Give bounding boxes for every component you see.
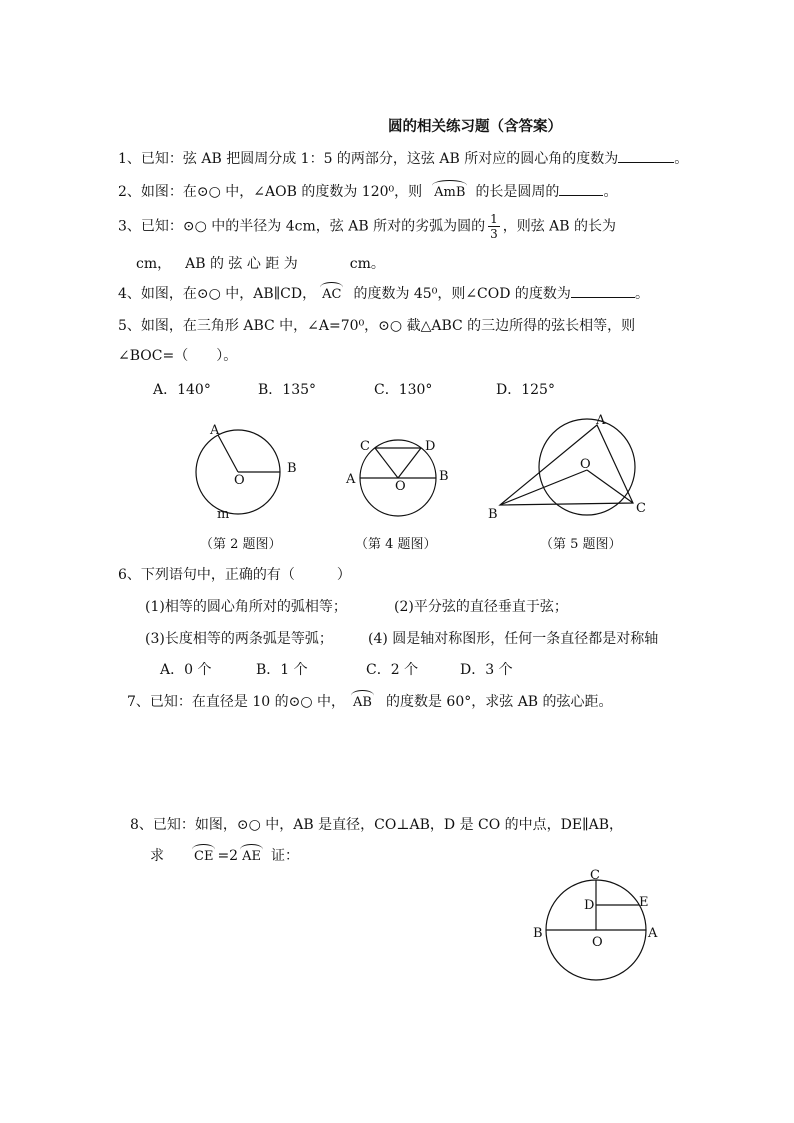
figure-8-diagram bbox=[526, 866, 666, 986]
q7-pre: 7、已知：在直径是 10 的⊙○ 中， bbox=[127, 694, 346, 710]
q6-option-b: B．1 个 bbox=[256, 662, 308, 678]
fig8-label-e: E bbox=[639, 895, 649, 910]
q5-option-a: A．140° bbox=[153, 382, 211, 398]
fig4-radius-oc bbox=[375, 448, 398, 478]
fig8-label-d: D bbox=[584, 898, 595, 913]
q6-statement-3: (3)长度相等的两条弧是等弧； bbox=[145, 631, 333, 647]
fig2-label-a: A bbox=[210, 423, 220, 438]
question-2 bbox=[118, 180, 617, 202]
fig2-radius-oa bbox=[218, 435, 238, 472]
fig4-label-o: O bbox=[395, 479, 406, 494]
fig2-label-m: m bbox=[217, 507, 230, 522]
fig2-label-b: B bbox=[287, 461, 297, 476]
fig5-label-c: C bbox=[636, 501, 646, 516]
q6-option-a: A．0 个 bbox=[160, 662, 212, 678]
q8-equals: =2 bbox=[217, 848, 239, 864]
q6-option-c: C．2 个 bbox=[366, 662, 419, 678]
q3-distance-label: AB 的 弦 心 距 为 bbox=[185, 256, 298, 272]
figure-4-diagram bbox=[340, 432, 460, 522]
q4-post: 的度数为 45⁰，则∠COD 的度数为 bbox=[353, 286, 571, 302]
q4-answer-blank bbox=[571, 283, 635, 298]
q8-suffix: 证： bbox=[270, 848, 299, 864]
fig4-label-b: B bbox=[439, 469, 449, 484]
q6-statement-2: (2)平分弦的直径垂直于弦； bbox=[394, 599, 568, 615]
q1-end: 。 bbox=[674, 151, 689, 167]
q5-option-b: B．135° bbox=[258, 382, 317, 398]
question-5: 5、如图，在三角形 ABC 中，∠A=70⁰，⊙○ 截△ABC 的三边所得的弦长相等，则 bbox=[118, 318, 636, 334]
q3-frac-den: 3 bbox=[490, 227, 498, 241]
question-1 bbox=[118, 148, 688, 169]
question-4 bbox=[118, 282, 649, 304]
q3-fraction bbox=[488, 212, 500, 241]
fig2-label-o: O bbox=[234, 473, 245, 488]
figure-5-diagram bbox=[484, 408, 654, 528]
q3-frac-num: 1 bbox=[490, 212, 498, 226]
q3-unit-1: cm， bbox=[136, 256, 172, 272]
q4-pre: 4、如图，在⊙○ 中，AB∥CD， bbox=[118, 286, 317, 302]
fig5-label-b: B bbox=[488, 507, 498, 522]
q6-statement-4: (4) 圆是轴对称图形，任何一条直径都是对称轴 bbox=[368, 631, 659, 647]
q1-text: 1、已知：弦 AB 把圆周分成 1：5 的两部分，这弦 AB 所对应的圆心角的度数为 bbox=[118, 151, 619, 167]
figure-4-caption: （第 4 题图） bbox=[355, 537, 437, 552]
page-title: 圆的相关练习题（含答案） bbox=[388, 118, 562, 135]
question-8-line2 bbox=[150, 844, 299, 866]
q8-prefix: 求 bbox=[150, 848, 164, 864]
question-3-line2 bbox=[136, 254, 385, 274]
q2-answer-blank bbox=[559, 181, 603, 196]
fig8-label-o: O bbox=[592, 935, 603, 950]
q3-post: ，则弦 AB 的长为 bbox=[502, 218, 617, 235]
fig5-label-o: O bbox=[580, 457, 591, 472]
question-3 bbox=[118, 212, 616, 241]
q5-option-d: D．125° bbox=[496, 382, 555, 398]
q6-statement-1: (1)相等的圆心角所对的弧相等； bbox=[145, 599, 347, 615]
q1-answer-blank bbox=[618, 148, 674, 163]
q6-option-d: D．3 个 bbox=[460, 662, 513, 678]
fig5-triangle-abc bbox=[500, 425, 633, 505]
question-8: 8、已知：如图，⊙○ 中，AB 是直径，CO⊥AB，D 是 CO 的中点，DE∥AB， bbox=[130, 817, 623, 833]
figure-5-caption: （第 5 题图） bbox=[540, 537, 622, 552]
q8-arc-ae: AE bbox=[242, 844, 261, 864]
q8-arc-ce: CE bbox=[194, 844, 213, 864]
q3-unit-2: cm。 bbox=[349, 256, 385, 272]
fig4-label-d: D bbox=[425, 439, 436, 454]
fig5-segment-oc bbox=[587, 470, 633, 503]
fig8-label-a: A bbox=[648, 926, 658, 941]
q2-pre: 2、如图：在⊙○ 中，∠AOB 的度数为 120⁰，则 bbox=[118, 184, 423, 200]
question-6: 6、下列语句中，正确的有（ ） bbox=[118, 567, 351, 583]
fig4-label-c: C bbox=[360, 439, 370, 454]
fig8-label-b: B bbox=[533, 926, 543, 941]
fig5-label-a: A bbox=[596, 413, 606, 428]
fig4-radius-od bbox=[398, 448, 421, 478]
figure-2-diagram bbox=[190, 418, 310, 528]
q4-end: 。 bbox=[634, 286, 649, 302]
q2-end: 。 bbox=[603, 184, 618, 200]
q2-post: 的长是圆周的 bbox=[475, 184, 560, 200]
q3-pre: 3、已知：⊙○ 中的半径为 4cm，弦 AB 所对的劣弧为圆的 bbox=[118, 218, 486, 235]
fig8-label-c: C bbox=[590, 868, 600, 883]
q7-post: 的度数是 60°，求弦 AB 的弦心距。 bbox=[385, 694, 613, 710]
question-5-line2: ∠BOC=（ ）。 bbox=[118, 348, 238, 364]
q5-option-c: C．130° bbox=[374, 382, 433, 398]
q7-arc: AB bbox=[353, 690, 372, 710]
fig5-segment-ob bbox=[500, 470, 587, 505]
figure-2-caption: （第 2 题图） bbox=[200, 537, 282, 552]
fig4-label-a: A bbox=[346, 472, 356, 487]
q2-arc: AmB bbox=[434, 180, 465, 200]
question-7 bbox=[127, 690, 613, 712]
q4-arc: AC bbox=[322, 282, 341, 302]
